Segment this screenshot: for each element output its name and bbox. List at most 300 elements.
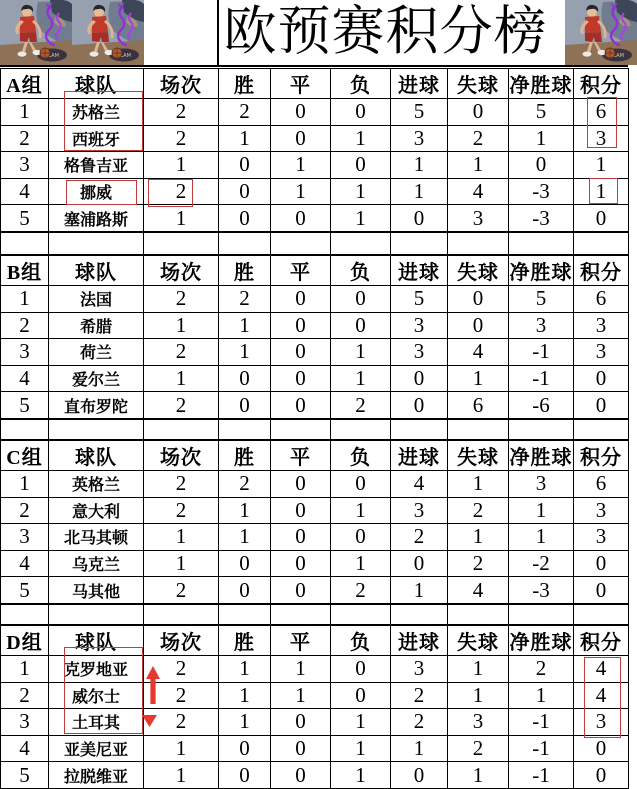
points-cell: 3 [574,339,629,366]
drawn-cell: 0 [271,392,331,419]
lost-cell: 0 [331,286,391,313]
played-cell: 2 [144,471,219,498]
table-row [1,339,629,366]
table-row [1,735,629,762]
table-row [1,286,629,313]
empty-cell [271,605,331,625]
rank-cell: 5 [1,577,49,604]
team-cell: 土耳其 [49,709,144,736]
won-cell: 0 [219,178,271,205]
lost-cell: 1 [331,709,391,736]
goals-for-cell: 0 [391,392,448,419]
goals-against-cell: 2 [448,497,509,524]
rank-cell: 4 [1,178,49,205]
points-cell: 6 [574,471,629,498]
won-cell: 1 [219,497,271,524]
rank-cell: 1 [1,99,49,126]
drawn-cell: 0 [271,286,331,313]
team-cell: 威尔士 [49,682,144,709]
goal-diff-cell: 0 [509,152,574,179]
column-header-goal-diff: 净胜球 [509,626,574,656]
goals-against-cell: 2 [448,550,509,577]
played-cell: 2 [144,709,219,736]
goals-for-cell: 0 [391,762,448,789]
goals-for-cell: 1 [391,735,448,762]
goals-against-cell: 1 [448,152,509,179]
empty-cell [144,605,219,625]
goals-against-cell: 3 [448,709,509,736]
team-cell: 苏格兰 [49,99,144,126]
team-cell: 克罗地亚 [49,656,144,683]
played-cell: 2 [144,577,219,604]
points-cell: 0 [574,365,629,392]
separator-row [0,604,629,625]
points-cell: 4 [574,656,629,683]
empty-cell [448,233,509,255]
drawn-cell: 1 [271,656,331,683]
drawn-cell: 0 [271,524,331,551]
goal-diff-cell: 1 [509,682,574,709]
table-row [1,682,629,709]
goals-for-cell: 3 [391,339,448,366]
column-header-points: 积分 [574,69,629,99]
points-cell: 0 [574,205,629,232]
standings-table-group-c [0,440,629,604]
table-row [1,550,629,577]
lost-cell: 2 [331,392,391,419]
team-cell: 乌克兰 [49,550,144,577]
goal-diff-cell: 3 [509,471,574,498]
empty-cell [219,605,271,625]
column-header-lost: 负 [331,441,391,471]
points-cell: 1 [574,178,629,205]
played-cell: 2 [144,99,219,126]
drawn-cell: 0 [271,339,331,366]
empty-cell [144,233,219,255]
lost-cell: 1 [331,550,391,577]
rank-cell: 1 [1,656,49,683]
goal-diff-cell: 1 [509,125,574,152]
lost-cell: 0 [331,656,391,683]
lost-cell: 1 [331,762,391,789]
goals-against-cell: 4 [448,178,509,205]
column-header-goal-diff: 净胜球 [509,256,574,286]
column-header-drawn: 平 [271,441,331,471]
empty-cell [271,233,331,255]
empty-cell [574,233,629,255]
table-row [1,205,629,232]
drawn-cell: 0 [271,125,331,152]
points-cell: 0 [574,577,629,604]
played-cell: 1 [144,152,219,179]
rank-cell: 2 [1,682,49,709]
points-cell: 3 [574,524,629,551]
drawn-cell: 0 [271,365,331,392]
lost-cell: 0 [331,524,391,551]
team-cell: 拉脱维亚 [49,762,144,789]
played-cell: 2 [144,339,219,366]
goal-diff-cell: -1 [509,339,574,366]
won-cell: 1 [219,524,271,551]
table-row [1,497,629,524]
team-cell: 爱尔兰 [49,365,144,392]
goals-against-cell: 0 [448,99,509,126]
won-cell: 0 [219,392,271,419]
goal-diff-cell: 5 [509,99,574,126]
header-row [1,441,629,471]
goals-for-cell: 0 [391,205,448,232]
goal-diff-cell: 1 [509,497,574,524]
empty-cell [49,233,144,255]
column-header-goals-against: 失球 [448,69,509,99]
goal-diff-cell: 5 [509,286,574,313]
points-cell: 6 [574,99,629,126]
column-header-team: 球队 [49,626,144,656]
points-cell: 4 [574,682,629,709]
team-cell: 希腊 [49,312,144,339]
empty-cell [144,420,219,440]
played-cell: 1 [144,735,219,762]
column-header-played: 场次 [144,256,219,286]
column-header-played: 场次 [144,441,219,471]
goals-against-cell: 6 [448,392,509,419]
table-row [1,656,629,683]
empty-cell [271,420,331,440]
column-header-drawn: 平 [271,256,331,286]
won-cell: 1 [219,682,271,709]
goal-diff-cell: 2 [509,656,574,683]
drawn-cell: 1 [271,178,331,205]
header-row [1,256,629,286]
column-header-points: 积分 [574,256,629,286]
points-cell: 3 [574,125,629,152]
table-row [1,312,629,339]
points-cell: 0 [574,762,629,789]
column-header-won: 胜 [219,69,271,99]
empty-cell [391,420,448,440]
empty-cell [49,420,144,440]
drawn-cell: 0 [271,550,331,577]
team-cell: 法国 [49,286,144,313]
column-header-goals-against: 失球 [448,256,509,286]
won-cell: 1 [219,709,271,736]
goals-against-cell: 0 [448,312,509,339]
played-cell: 2 [144,392,219,419]
rank-cell: 2 [1,312,49,339]
goals-for-cell: 1 [391,152,448,179]
basketball-player-image [0,0,72,65]
drawn-cell: 0 [271,577,331,604]
won-cell: 0 [219,762,271,789]
goals-against-cell: 2 [448,735,509,762]
group-label: A组 [1,69,49,99]
goal-diff-cell: -3 [509,577,574,604]
goal-diff-cell: 1 [509,524,574,551]
won-cell: 0 [219,365,271,392]
table-row [1,762,629,789]
won-cell: 0 [219,735,271,762]
group-label: B组 [1,256,49,286]
goals-against-cell: 2 [448,125,509,152]
empty-cell [331,233,391,255]
goals-against-cell: 0 [448,286,509,313]
column-header-goals-for: 进球 [391,441,448,471]
played-cell: 2 [144,125,219,152]
team-cell: 直布罗陀 [49,392,144,419]
table-row [1,709,629,736]
goal-diff-cell: -1 [509,735,574,762]
goals-for-cell: 5 [391,99,448,126]
empty-cell [49,605,144,625]
goal-diff-cell: -1 [509,709,574,736]
lost-cell: 1 [331,339,391,366]
empty-cell [1,233,49,255]
points-cell: 0 [574,550,629,577]
empty-cell [391,605,448,625]
goals-for-cell: 2 [391,524,448,551]
won-cell: 1 [219,656,271,683]
goals-for-cell: 4 [391,471,448,498]
rank-cell: 2 [1,497,49,524]
group-label: D组 [1,626,49,656]
rank-cell: 3 [1,339,49,366]
table-row [1,392,629,419]
lost-cell: 1 [331,178,391,205]
table-row [1,524,629,551]
rank-cell: 4 [1,735,49,762]
lost-cell: 1 [331,497,391,524]
team-cell: 格鲁吉亚 [49,152,144,179]
lost-cell: 1 [331,735,391,762]
standings-table-group-d [0,625,629,789]
drawn-cell: 1 [271,682,331,709]
column-header-goals-against: 失球 [448,626,509,656]
goals-for-cell: 0 [391,365,448,392]
column-header-team: 球队 [49,441,144,471]
empty-cell [331,420,391,440]
separator-row [0,419,629,440]
goals-for-cell: 2 [391,709,448,736]
played-cell: 2 [144,682,219,709]
header-row [1,69,629,99]
drawn-cell: 0 [271,762,331,789]
won-cell: 0 [219,550,271,577]
drawn-cell: 0 [271,709,331,736]
lost-cell: 1 [331,205,391,232]
column-header-goals-for: 进球 [391,69,448,99]
column-header-won: 胜 [219,626,271,656]
played-cell: 1 [144,205,219,232]
column-header-lost: 负 [331,256,391,286]
goal-diff-cell: -1 [509,365,574,392]
group-label: C组 [1,441,49,471]
column-header-points: 积分 [574,441,629,471]
won-cell: 1 [219,125,271,152]
rank-cell: 2 [1,125,49,152]
team-cell: 挪威 [49,178,144,205]
team-cell: 马其他 [49,577,144,604]
empty-cell [331,605,391,625]
empty-cell [509,233,574,255]
points-cell: 0 [574,392,629,419]
page-title: 欧预赛积分榜 [223,3,548,61]
table-row [1,152,629,179]
lost-cell: 0 [331,152,391,179]
empty-cell [391,233,448,255]
goals-for-cell: 3 [391,497,448,524]
lost-cell: 1 [331,365,391,392]
won-cell: 2 [219,471,271,498]
column-header-lost: 负 [331,69,391,99]
team-cell: 北马其顿 [49,524,144,551]
goals-for-cell: 1 [391,577,448,604]
drawn-cell: 0 [271,312,331,339]
lost-cell: 2 [331,577,391,604]
empty-cell [574,420,629,440]
rank-cell: 1 [1,286,49,313]
played-cell: 1 [144,550,219,577]
empty-cell [509,605,574,625]
points-cell: 3 [574,709,629,736]
drawn-cell: 0 [271,735,331,762]
separator-row [0,232,629,255]
goal-diff-cell: -1 [509,762,574,789]
won-cell: 0 [219,577,271,604]
table-row [1,99,629,126]
column-header-drawn: 平 [271,626,331,656]
goals-for-cell: 3 [391,656,448,683]
rank-cell: 4 [1,365,49,392]
empty-cell [448,605,509,625]
won-cell: 1 [219,339,271,366]
drawn-cell: 0 [271,497,331,524]
column-header-lost: 负 [331,626,391,656]
header-row [1,626,629,656]
goals-for-cell: 1 [391,178,448,205]
drawn-cell: 0 [271,471,331,498]
empty-cell [448,420,509,440]
empty-cell [509,420,574,440]
goals-against-cell: 1 [448,762,509,789]
column-header-goals-for: 进球 [391,256,448,286]
column-header-goal-diff: 净胜球 [509,441,574,471]
goals-for-cell: 2 [391,682,448,709]
goals-against-cell: 1 [448,656,509,683]
team-cell: 西班牙 [49,125,144,152]
team-cell: 亚美尼亚 [49,735,144,762]
goals-against-cell: 4 [448,339,509,366]
lost-cell: 0 [331,471,391,498]
column-header-played: 场次 [144,626,219,656]
played-cell: 1 [144,762,219,789]
points-cell: 3 [574,497,629,524]
rank-cell: 3 [1,152,49,179]
rank-cell: 5 [1,205,49,232]
won-cell: 2 [219,286,271,313]
column-header-played: 场次 [144,69,219,99]
empty-cell [574,605,629,625]
column-header-won: 胜 [219,441,271,471]
played-cell: 1 [144,365,219,392]
goals-against-cell: 1 [448,365,509,392]
points-cell: 0 [574,735,629,762]
drawn-cell: 0 [271,99,331,126]
rank-cell: 5 [1,392,49,419]
points-cell: 1 [574,152,629,179]
goals-against-cell: 1 [448,682,509,709]
rank-cell: 5 [1,762,49,789]
goal-diff-cell: -6 [509,392,574,419]
empty-cell [219,233,271,255]
basketball-player-image [565,0,637,65]
table-row [1,178,629,205]
team-cell: 塞浦路斯 [49,205,144,232]
played-cell: 1 [144,524,219,551]
lost-cell: 0 [331,312,391,339]
column-header-goals-against: 失球 [448,441,509,471]
won-cell: 0 [219,205,271,232]
played-cell: 2 [144,656,219,683]
played-cell: 2 [144,286,219,313]
goal-diff-cell: 3 [509,312,574,339]
goals-against-cell: 4 [448,577,509,604]
goals-for-cell: 3 [391,312,448,339]
column-header-team: 球队 [49,69,144,99]
column-header-drawn: 平 [271,69,331,99]
column-header-team: 球队 [49,256,144,286]
rank-cell: 3 [1,709,49,736]
goals-against-cell: 1 [448,524,509,551]
goals-against-cell: 3 [448,205,509,232]
standings-table-group-a [0,68,629,232]
rank-cell: 4 [1,550,49,577]
table-row [1,577,629,604]
team-cell: 英格兰 [49,471,144,498]
column-header-won: 胜 [219,256,271,286]
column-header-goals-for: 进球 [391,626,448,656]
column-header-points: 积分 [574,626,629,656]
empty-cell [1,420,49,440]
standings-table-group-b [0,255,629,419]
drawn-cell: 1 [271,152,331,179]
table-row [1,125,629,152]
empty-cell [1,605,49,625]
basketball-player-image [72,0,144,65]
won-cell: 0 [219,152,271,179]
goals-for-cell: 5 [391,286,448,313]
goals-against-cell: 1 [448,471,509,498]
won-cell: 1 [219,312,271,339]
goal-diff-cell: -3 [509,205,574,232]
points-cell: 6 [574,286,629,313]
goal-diff-cell: -2 [509,550,574,577]
goals-for-cell: 0 [391,550,448,577]
column-header-goal-diff: 净胜球 [509,69,574,99]
rank-cell: 1 [1,471,49,498]
points-cell: 3 [574,312,629,339]
played-cell: 1 [144,312,219,339]
team-cell: 意大利 [49,497,144,524]
played-cell: 2 [144,178,219,205]
team-cell: 荷兰 [49,339,144,366]
played-cell: 2 [144,497,219,524]
goal-diff-cell: -3 [509,178,574,205]
rank-cell: 3 [1,524,49,551]
lost-cell: 0 [331,99,391,126]
goals-for-cell: 3 [391,125,448,152]
empty-cell [219,420,271,440]
table-row [1,471,629,498]
